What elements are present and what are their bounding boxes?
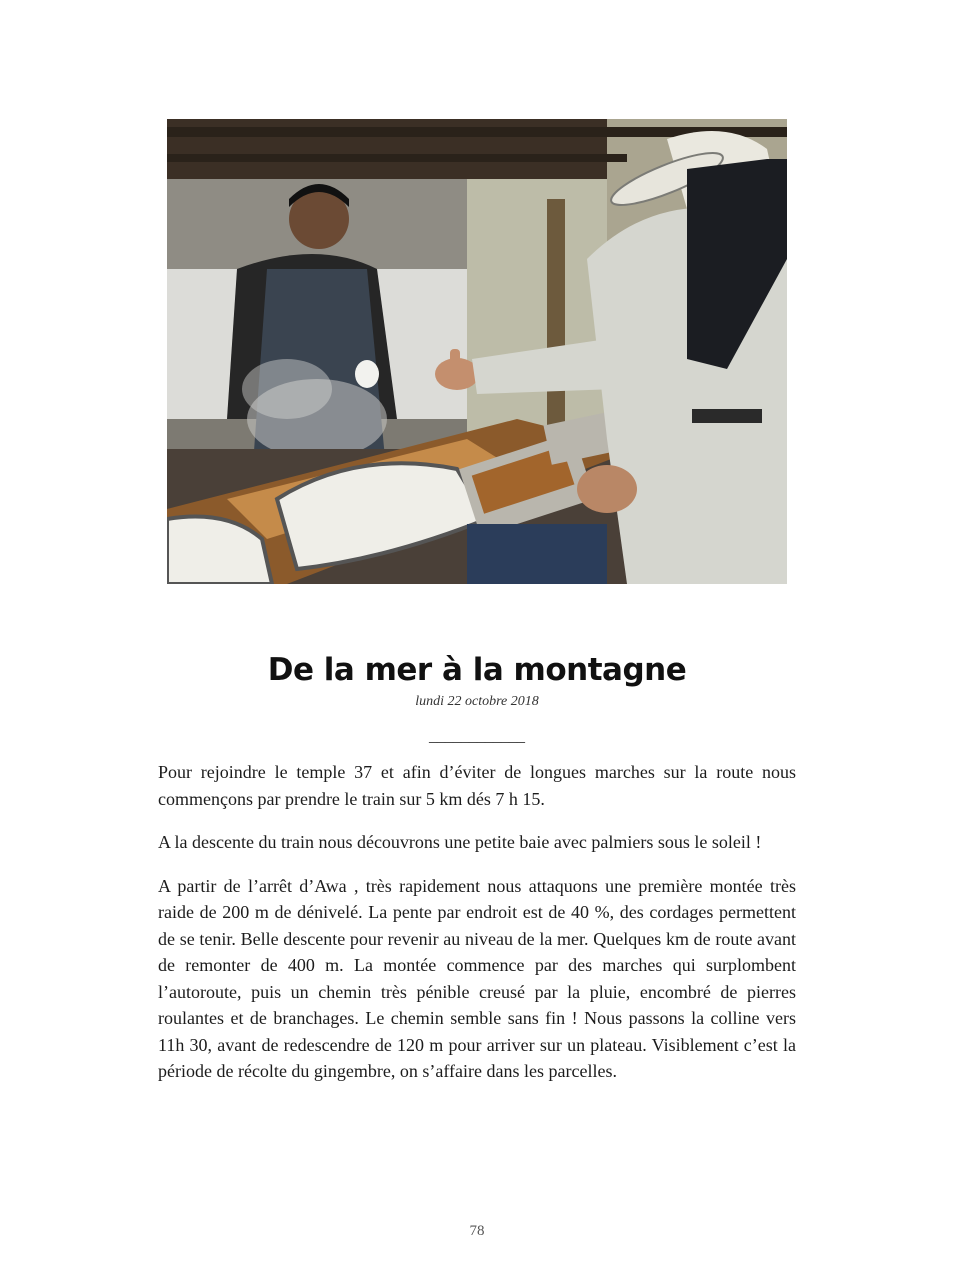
title-separator: ____________ [429, 728, 525, 745]
paragraph: A partir de l’arrêt d’Awa , très rapidement nous attaquons une première montée très raide de 200 m de dénivelé. La pente par endroit est de 40 %, des cordages permettent de se tenir. Belle descente pour revenir au niveau de la mer. Quelques km de route avant de remonter de 400 m. La montée commence par des marches qui surplombent l’autoroute, puis un chemin très pénible creusé par la pluie, encombré de pierres roulantes et de branchages. Le chemin semble sans fin ! Nous passons la colline vers 11h 30, avant de redescendre de 120 m pour arriver sur un plateau. Visiblement c’est la période de récolte du gingembre, on s’affaire dans les parcelles. [158, 875, 796, 1081]
page-number: 78 [469, 1223, 485, 1239]
article-body [158, 759, 796, 1102]
paragraph: Pour rejoindre le temple 37 et afin d’éviter de longues marches sur la route nous commençons par prendre le train sur 5 km dés 7 h 15. [158, 762, 796, 809]
photo-illustration [167, 119, 787, 584]
photo-grill-stall [167, 119, 787, 584]
article-date: lundi 22 octobre 2018 [415, 694, 539, 709]
paragraph: A la descente du train nous découvrons une petite baie avec palmiers sous le soleil ! [158, 832, 762, 852]
page-title: De la mer à la montagne [267, 652, 687, 688]
